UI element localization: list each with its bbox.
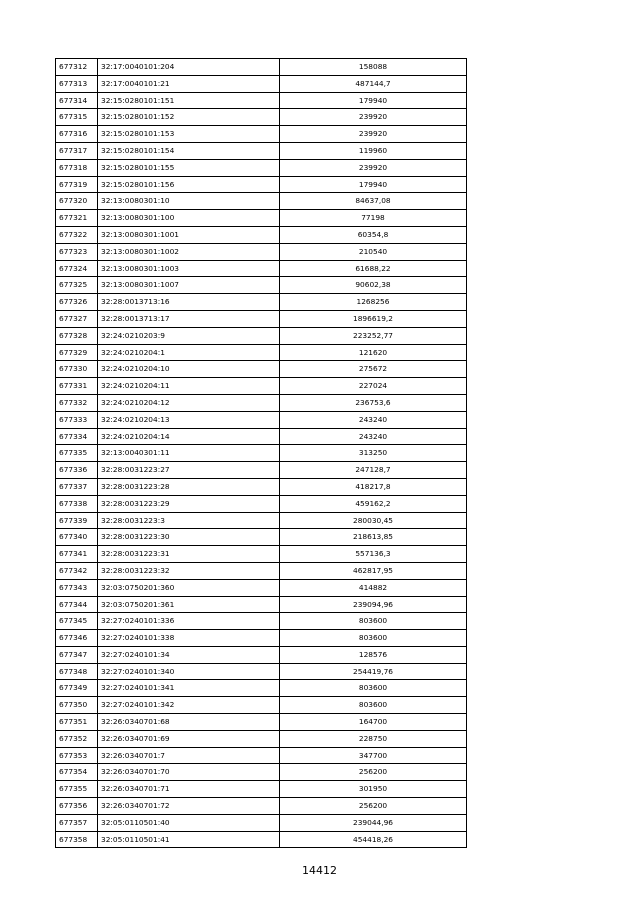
cadastral-number-cell: 32:28:0031223:27 (98, 462, 280, 479)
cadastral-number-cell: 32:28:0013713:17 (98, 310, 280, 327)
row-number-cell: 677342 (56, 562, 98, 579)
cadastral-value-cell: 239920 (280, 109, 467, 126)
cadastral-value-cell: 239920 (280, 126, 467, 143)
row-number-cell: 677343 (56, 579, 98, 596)
cadastral-value-cell: 179940 (280, 92, 467, 109)
table-row (56, 781, 467, 798)
cadastral-value-cell: 179940 (280, 176, 467, 193)
row-number-cell: 677351 (56, 714, 98, 731)
row-number-cell: 677324 (56, 260, 98, 277)
cadastral-number-cell: 32:13:0040301:11 (98, 445, 280, 462)
cadastral-number-cell: 32:15:0280101:152 (98, 109, 280, 126)
table-row (56, 814, 467, 831)
cadastral-value-cell: 236753,6 (280, 394, 467, 411)
table-row (56, 680, 467, 697)
table-row (56, 378, 467, 395)
table-row (56, 512, 467, 529)
cadastral-value-cell: 557136,3 (280, 546, 467, 563)
table-row (56, 428, 467, 445)
table-row (56, 546, 467, 563)
cadastral-number-cell: 32:15:0280101:156 (98, 176, 280, 193)
table-row (56, 243, 467, 260)
cadastral-number-cell: 32:15:0280101:153 (98, 126, 280, 143)
cadastral-number-cell: 32:13:0080301:1003 (98, 260, 280, 277)
cadastral-value-cell: 218613,85 (280, 529, 467, 546)
cadastral-value-cell: 256200 (280, 764, 467, 781)
table-row (56, 126, 467, 143)
row-number-cell: 677325 (56, 277, 98, 294)
row-number-cell: 677323 (56, 243, 98, 260)
cadastral-value-cell: 275672 (280, 361, 467, 378)
cadastral-value-cell: 280030,45 (280, 512, 467, 529)
table-row (56, 176, 467, 193)
row-number-cell: 677352 (56, 730, 98, 747)
row-number-cell: 677356 (56, 798, 98, 815)
table-row (56, 310, 467, 327)
cadastral-value-cell: 164700 (280, 714, 467, 731)
cadastral-number-cell: 32:24:0210204:10 (98, 361, 280, 378)
cadastral-number-cell: 32:28:0031223:3 (98, 512, 280, 529)
cadastral-number-cell: 32:13:0080301:10 (98, 193, 280, 210)
cadastral-value-cell: 803600 (280, 697, 467, 714)
cadastral-number-cell: 32:26:0340701:68 (98, 714, 280, 731)
row-number-cell: 677329 (56, 344, 98, 361)
row-number-cell: 677335 (56, 445, 98, 462)
cadastral-number-cell: 32:26:0340701:7 (98, 747, 280, 764)
cadastral-value-cell: 301950 (280, 781, 467, 798)
cadastral-value-cell: 84637,08 (280, 193, 467, 210)
row-number-cell: 677314 (56, 92, 98, 109)
row-number-cell: 677331 (56, 378, 98, 395)
table-row (56, 646, 467, 663)
row-number-cell: 677321 (56, 210, 98, 227)
cadastral-number-cell: 32:28:0031223:29 (98, 495, 280, 512)
cadastral-value-cell: 61688,22 (280, 260, 467, 277)
table-row (56, 411, 467, 428)
row-number-cell: 677357 (56, 814, 98, 831)
cadastral-value-cell: 119960 (280, 142, 467, 159)
cadastral-value-cell: 1268256 (280, 294, 467, 311)
table-row (56, 142, 467, 159)
table-body (56, 59, 467, 848)
cadastral-value-cell: 210540 (280, 243, 467, 260)
table-row (56, 361, 467, 378)
row-number-cell: 677337 (56, 478, 98, 495)
cadastral-value-cell: 487144,7 (280, 75, 467, 92)
cadastral-number-cell: 32:13:0080301:1007 (98, 277, 280, 294)
row-number-cell: 677319 (56, 176, 98, 193)
row-number-cell: 677336 (56, 462, 98, 479)
table-row (56, 294, 467, 311)
cadastral-number-cell: 32:28:0031223:28 (98, 478, 280, 495)
cadastral-value-cell: 239920 (280, 159, 467, 176)
cadastral-number-cell: 32:05:0110501:41 (98, 831, 280, 848)
cadastral-number-cell: 32:03:0750201:360 (98, 579, 280, 596)
cadastral-value-cell: 243240 (280, 428, 467, 445)
table-row (56, 663, 467, 680)
row-number-cell: 677345 (56, 613, 98, 630)
table-row (56, 747, 467, 764)
row-number-cell: 677355 (56, 781, 98, 798)
cadastral-number-cell: 32:24:0210204:11 (98, 378, 280, 395)
cadastral-value-cell: 77198 (280, 210, 467, 227)
cadastral-value-cell: 90602,38 (280, 277, 467, 294)
cadastral-number-cell: 32:27:0240101:341 (98, 680, 280, 697)
cadastral-value-cell: 121620 (280, 344, 467, 361)
table-row (56, 462, 467, 479)
cadastral-number-cell: 32:24:0210204:13 (98, 411, 280, 428)
cadastral-value-cell: 254419,76 (280, 663, 467, 680)
cadastral-number-cell: 32:15:0280101:151 (98, 92, 280, 109)
cadastral-value-cell: 347700 (280, 747, 467, 764)
cadastral-value-table (55, 58, 467, 848)
cadastral-value-cell: 462817,95 (280, 562, 467, 579)
cadastral-number-cell: 32:26:0340701:72 (98, 798, 280, 815)
table-row (56, 210, 467, 227)
cadastral-number-cell: 32:28:0031223:32 (98, 562, 280, 579)
table-row (56, 613, 467, 630)
cadastral-value-cell: 228750 (280, 730, 467, 747)
table-row (56, 478, 467, 495)
table-row (56, 445, 467, 462)
cadastral-value-cell: 256200 (280, 798, 467, 815)
cadastral-value-cell: 223252,77 (280, 327, 467, 344)
cadastral-number-cell: 32:15:0280101:155 (98, 159, 280, 176)
table-row (56, 579, 467, 596)
row-number-cell: 677334 (56, 428, 98, 445)
row-number-cell: 677332 (56, 394, 98, 411)
row-number-cell: 677346 (56, 630, 98, 647)
table-row (56, 764, 467, 781)
row-number-cell: 677327 (56, 310, 98, 327)
cadastral-number-cell: 32:17:0040101:204 (98, 59, 280, 76)
table-row (56, 59, 467, 76)
row-number-cell: 677344 (56, 596, 98, 613)
row-number-cell: 677317 (56, 142, 98, 159)
table-row (56, 260, 467, 277)
cadastral-number-cell: 32:27:0240101:340 (98, 663, 280, 680)
cadastral-value-cell: 803600 (280, 680, 467, 697)
row-number-cell: 677347 (56, 646, 98, 663)
row-number-cell: 677349 (56, 680, 98, 697)
cadastral-number-cell: 32:24:0210203:9 (98, 327, 280, 344)
cadastral-value-cell: 60354,8 (280, 226, 467, 243)
cadastral-number-cell: 32:13:0080301:1001 (98, 226, 280, 243)
table-row (56, 92, 467, 109)
row-number-cell: 677326 (56, 294, 98, 311)
table-row (56, 344, 467, 361)
row-number-cell: 677353 (56, 747, 98, 764)
cadastral-value-cell: 158088 (280, 59, 467, 76)
table-row (56, 596, 467, 613)
cadastral-number-cell: 32:13:0080301:1002 (98, 243, 280, 260)
cadastral-value-cell: 239044,96 (280, 814, 467, 831)
cadastral-number-cell: 32:15:0280101:154 (98, 142, 280, 159)
table-row (56, 529, 467, 546)
cadastral-value-cell: 1896619,2 (280, 310, 467, 327)
table-row (56, 495, 467, 512)
table-row (56, 714, 467, 731)
cadastral-value-cell: 239094,96 (280, 596, 467, 613)
cadastral-number-cell: 32:05:0110501:40 (98, 814, 280, 831)
table-row (56, 193, 467, 210)
row-number-cell: 677328 (56, 327, 98, 344)
table-row (56, 831, 467, 848)
table-row (56, 798, 467, 815)
cadastral-value-cell: 227024 (280, 378, 467, 395)
row-number-cell: 677339 (56, 512, 98, 529)
cadastral-number-cell: 32:26:0340701:70 (98, 764, 280, 781)
table-row (56, 697, 467, 714)
table-row (56, 159, 467, 176)
row-number-cell: 677354 (56, 764, 98, 781)
table-row (56, 630, 467, 647)
cadastral-number-cell: 32:03:0750201:361 (98, 596, 280, 613)
row-number-cell: 677338 (56, 495, 98, 512)
cadastral-value-cell: 454418,26 (280, 831, 467, 848)
row-number-cell: 677312 (56, 59, 98, 76)
row-number-cell: 677322 (56, 226, 98, 243)
cadastral-number-cell: 32:28:0013713:16 (98, 294, 280, 311)
cadastral-number-cell: 32:13:0080301:100 (98, 210, 280, 227)
row-number-cell: 677316 (56, 126, 98, 143)
cadastral-number-cell: 32:28:0031223:30 (98, 529, 280, 546)
cadastral-number-cell: 32:24:0210204:12 (98, 394, 280, 411)
table-row (56, 109, 467, 126)
cadastral-value-cell: 313250 (280, 445, 467, 462)
cadastral-number-cell: 32:26:0340701:69 (98, 730, 280, 747)
cadastral-value-cell: 459162,2 (280, 495, 467, 512)
cadastral-value-cell: 803600 (280, 613, 467, 630)
table-row (56, 394, 467, 411)
cadastral-value-cell: 128576 (280, 646, 467, 663)
cadastral-number-cell: 32:27:0240101:342 (98, 697, 280, 714)
row-number-cell: 677333 (56, 411, 98, 428)
cadastral-number-cell: 32:27:0240101:34 (98, 646, 280, 663)
table-row (56, 75, 467, 92)
cadastral-value-cell: 418217,8 (280, 478, 467, 495)
cadastral-number-cell: 32:28:0031223:31 (98, 546, 280, 563)
row-number-cell: 677341 (56, 546, 98, 563)
row-number-cell: 677320 (56, 193, 98, 210)
row-number-cell: 677313 (56, 75, 98, 92)
row-number-cell: 677358 (56, 831, 98, 848)
table-row (56, 226, 467, 243)
table-row (56, 562, 467, 579)
cadastral-value-cell: 243240 (280, 411, 467, 428)
table-row (56, 730, 467, 747)
row-number-cell: 677330 (56, 361, 98, 378)
cadastral-number-cell: 32:27:0240101:336 (98, 613, 280, 630)
cadastral-number-cell: 32:27:0240101:338 (98, 630, 280, 647)
row-number-cell: 677318 (56, 159, 98, 176)
cadastral-value-cell: 414882 (280, 579, 467, 596)
row-number-cell: 677340 (56, 529, 98, 546)
cadastral-number-cell: 32:17:0040101:21 (98, 75, 280, 92)
cadastral-number-cell: 32:24:0210204:1 (98, 344, 280, 361)
row-number-cell: 677350 (56, 697, 98, 714)
row-number-cell: 677315 (56, 109, 98, 126)
row-number-cell: 677348 (56, 663, 98, 680)
table-row (56, 327, 467, 344)
cadastral-number-cell: 32:24:0210204:14 (98, 428, 280, 445)
table-row (56, 277, 467, 294)
cadastral-number-cell: 32:26:0340701:71 (98, 781, 280, 798)
page-number: 14412 (302, 864, 337, 877)
cadastral-value-cell: 803600 (280, 630, 467, 647)
cadastral-value-cell: 247128,7 (280, 462, 467, 479)
